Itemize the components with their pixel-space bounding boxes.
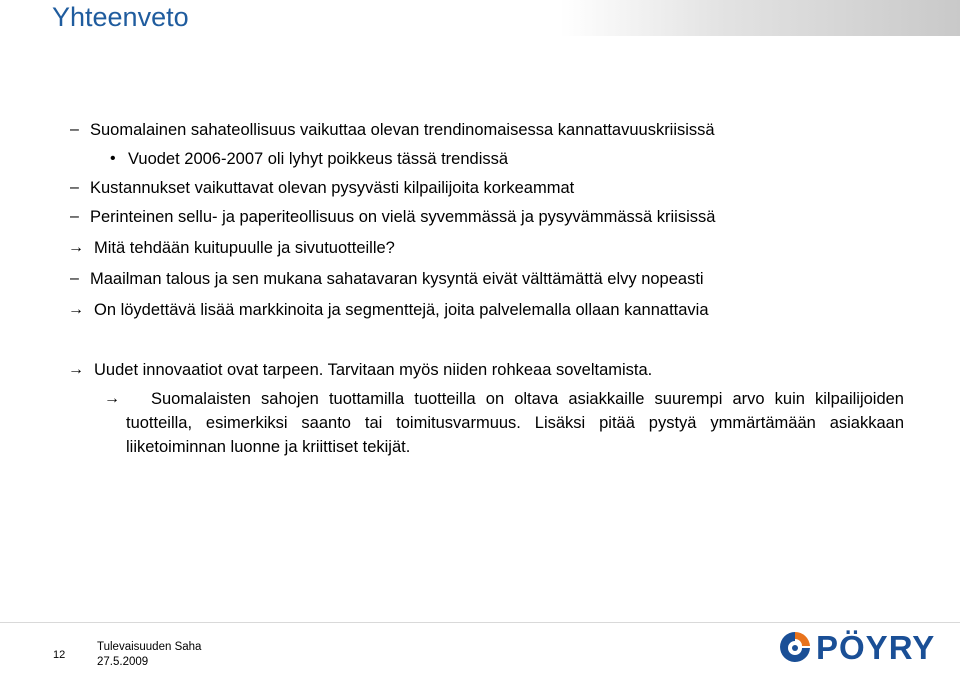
dash-marker: – [70, 208, 79, 225]
list-item: Kustannukset vaikuttavat olevan pysyvästi kilpailijoita korkeammat [90, 179, 575, 197]
arrow-icon: → [68, 301, 84, 318]
list-item: Perinteinen sellu- ja paperiteollisuus on vielä syvemmässä ja pysyvämmässä kriisissä [90, 208, 716, 226]
arrow-icon: → [104, 390, 120, 407]
event-name: Tulevaisuuden Saha [97, 641, 202, 653]
event-date: 27.5.2009 [97, 656, 149, 668]
list-item: Maailman talous ja sen mukana sahatavaran kysyntä eivät välttämättä elvy nopeasti [90, 270, 704, 288]
bullet-marker: • [110, 150, 116, 167]
dash-marker: – [70, 270, 79, 287]
summary-paragraph: Suomalaisten sahojen tuottamilla tuotteilla on oltava asiakkaille suurempi arvo kuin kilpailijoiden tuotteilla, esimerkiksi saanto tai toimitusvarmuus. Lisäksi pitää pystyä ymmärtämään asiakkaan liiketoiminnan luonne ja kriittiset tekijät. [126, 390, 904, 456]
arrow-icon: → [68, 239, 84, 256]
poyry-swirl-icon [776, 628, 814, 668]
page-title: Yhteenveto [52, 2, 189, 32]
arrow-icon: → [68, 361, 84, 378]
list-item: Vuodet 2006-2007 oli lyhyt poikkeus tässä trendissä [128, 150, 509, 168]
poyry-logo [776, 628, 956, 668]
list-item: On löydettävä lisää markkinoita ja segmenttejä, joita palvelemalla ollaan kannattavia [94, 301, 709, 319]
dash-marker: – [70, 179, 79, 196]
dash-marker: – [70, 121, 79, 138]
list-item: Suomalainen sahateollisuus vaikuttaa olevan trendinomaisessa kannattavuuskriisissä [90, 121, 715, 139]
footer-divider [0, 622, 960, 623]
logo-text: PÖYRY [816, 629, 936, 666]
footer-info [97, 640, 201, 670]
page-number: 12 [53, 649, 66, 661]
list-item: Mitä tehdään kuitupuulle ja sivutuotteille? [94, 239, 395, 257]
list-item: Uudet innovaatiot ovat tarpeen. Tarvitaan myös niiden rohkeaa soveltamista. [94, 361, 653, 379]
